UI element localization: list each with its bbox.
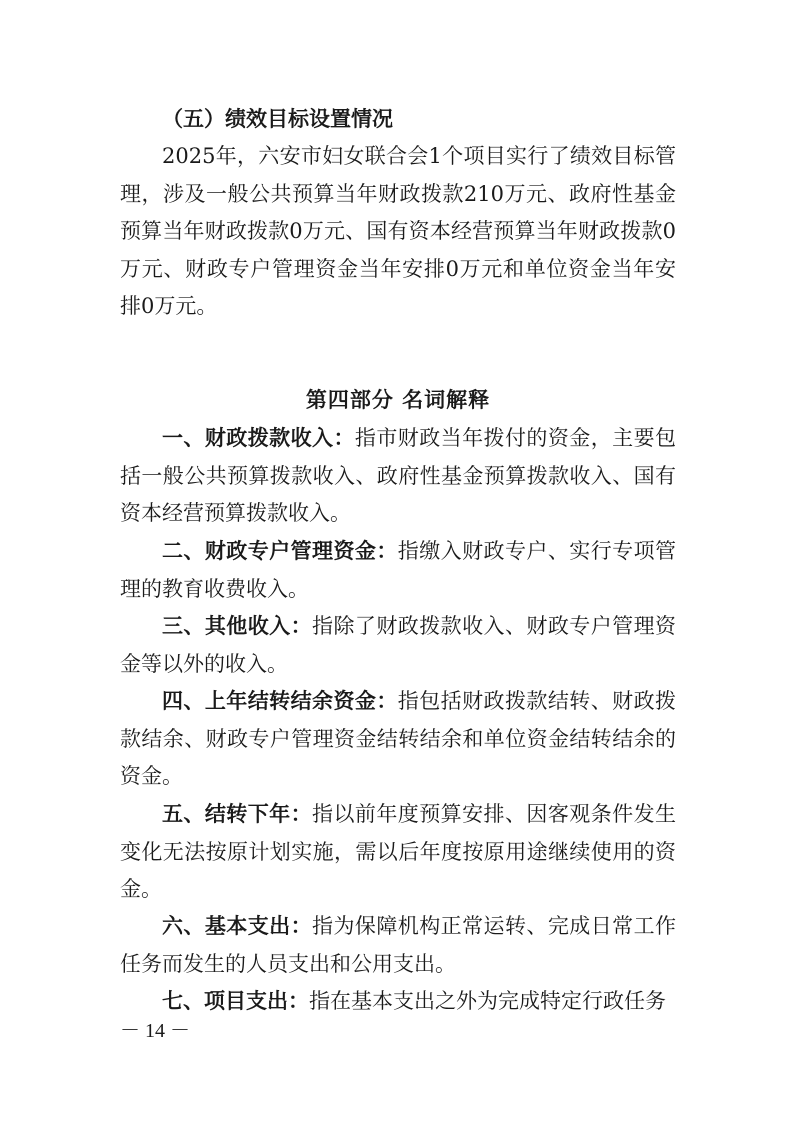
term-definition: 指在基本支出之外为完成特定行政任务 [309, 989, 666, 1013]
term-label: 四、上年结转结余资金： [162, 689, 398, 713]
term-definition: 指为保障机构正常运转、完成日常工作任务而发生的人员支出和公用支出。 [120, 914, 677, 976]
term-paragraph-7 [120, 983, 676, 1021]
term-paragraph-5 [120, 796, 676, 909]
term-paragraph-6 [120, 908, 676, 983]
term-definition: 指除了财政拨款收入、财政专户管理资金等以外的收入。 [120, 614, 677, 676]
term-paragraph-4 [120, 683, 676, 796]
term-label: 五、结转下年： [162, 802, 313, 826]
term-paragraph-2 [120, 533, 676, 608]
term-definition: 指包括财政拨款结转、财政拨款结余、财政专户管理资金结转结余和单位资金结转结余的资金。 [120, 689, 677, 788]
paragraph-performance-goals: 2025年，六安市妇女联合会1个项目实行了绩效目标管理，涉及一般公共预算当年财政拨款210万元、政府性基金预算当年财政拨款0万元、国有资本经营预算当年财政拨款0万元、财政专户管理资金当年安排0万元和单位资金当年安排0万元。 [120, 144, 676, 318]
term-label: 三、其他收入： [162, 614, 313, 638]
page-number: － 14 － [120, 1020, 190, 1042]
term-label: 七、项目支出： [162, 989, 309, 1013]
section-heading-5: （五）绩效目标设置情况 [162, 107, 393, 131]
term-label: 六、基本支出： [162, 914, 313, 938]
term-paragraph-3 [120, 608, 676, 683]
term-paragraph-1 [120, 420, 676, 533]
term-label: 二、财政专户管理资金： [162, 539, 398, 563]
part-four-title: 第四部分 名词解释 [305, 388, 491, 412]
term-definition: 指以前年度预算安排、因客观条件发生变化无法按原计划实施，需以后年度按原用途继续使用的资金。 [120, 802, 677, 901]
term-definition: 指缴入财政专户、实行专项管理的教育收费收入。 [120, 539, 677, 601]
term-definition: 指市财政当年拨付的资金，主要包括一般公共预算拨款收入、政府性基金预算拨款收入、国有资本经营预算拨款收入。 [120, 426, 677, 525]
term-label: 一、财政拨款收入： [162, 426, 355, 450]
